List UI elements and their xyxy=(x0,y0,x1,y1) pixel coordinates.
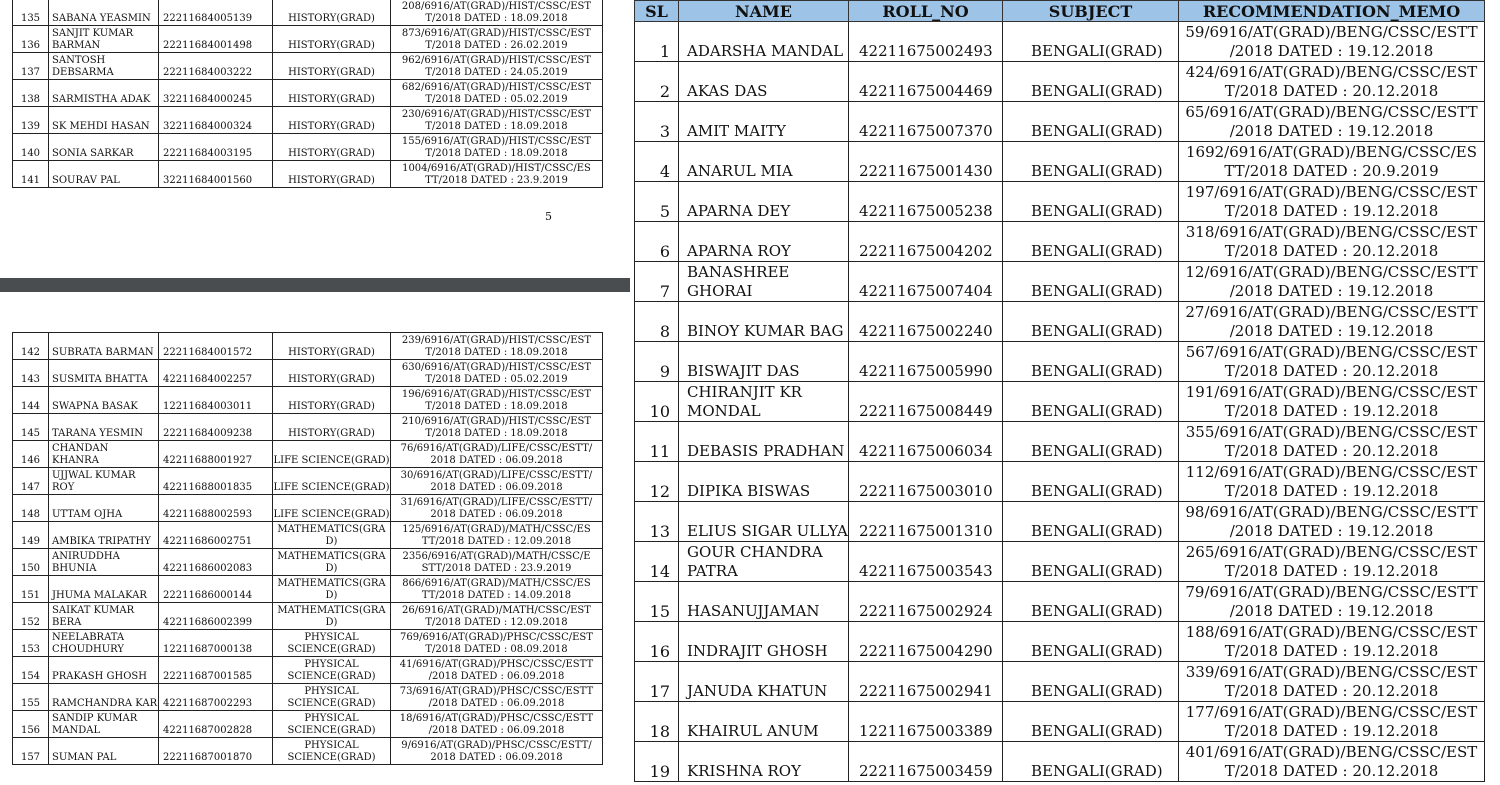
table-row xyxy=(635,662,1485,702)
cell-name: JHUMA MALAKAR xyxy=(49,576,159,603)
cell-sl: 5 xyxy=(635,182,679,222)
table-row xyxy=(635,22,1485,62)
cell-roll: 42211675002240 xyxy=(849,302,1003,342)
cell-name: DEBASIS PRADHAN xyxy=(679,422,849,462)
cell-subject: BENGALI(GRAD) xyxy=(1003,222,1179,262)
table-row xyxy=(13,630,603,657)
cell-sl: 151 xyxy=(13,576,49,603)
cell-roll: 42211675007404 xyxy=(849,262,1003,302)
cell-name: APARNA ROY xyxy=(679,222,849,262)
table-row xyxy=(13,495,603,522)
table-row xyxy=(635,262,1485,302)
cell-roll: 32211684000324 xyxy=(159,107,273,134)
cell-memo: 79/6916/AT(GRAD)/BENG/CSSC/ESTT /2018 DATED : 19.12.2018 xyxy=(1179,582,1485,622)
cell-sl: 6 xyxy=(635,222,679,262)
cell-name: BANASHREE GHORAI xyxy=(679,262,849,302)
table-row xyxy=(635,702,1485,742)
cell-roll: 42211687002828 xyxy=(159,711,273,738)
cell-sl: 138 xyxy=(13,80,49,107)
table-row xyxy=(13,414,603,441)
cell-sl: 18 xyxy=(635,702,679,742)
cell-memo: 9/6916/AT(GRAD)/PHSC/CSSC/ESTT/ 2018 DATED : 06.09.2018 xyxy=(391,738,603,765)
cell-name: NEELABRATA CHOUDHURY xyxy=(49,630,159,657)
cell-subject: BENGALI(GRAD) xyxy=(1003,62,1179,102)
table-row xyxy=(13,333,603,360)
cell-roll: 22211675003459 xyxy=(849,742,1003,782)
cell-memo: 30/6916/AT(GRAD)/LIFE/CSSC/ESTT/ 2018 DATED : 06.09.2018 xyxy=(391,468,603,495)
table-row xyxy=(635,622,1485,662)
cell-roll: 42211675006034 xyxy=(849,422,1003,462)
cell-name: ELIUS SIGAR ULLYA xyxy=(679,502,849,542)
cell-sl: 145 xyxy=(13,414,49,441)
table-row xyxy=(635,382,1485,422)
cell-name: HASANUJJAMAN xyxy=(679,582,849,622)
table-row xyxy=(635,462,1485,502)
cell-roll: 42211684002257 xyxy=(159,360,273,387)
cell-sl: 139 xyxy=(13,107,49,134)
cell-sl: 137 xyxy=(13,53,49,80)
table-row xyxy=(13,576,603,603)
cell-name: ANARUL MIA xyxy=(679,142,849,182)
cell-roll: 42211675007370 xyxy=(849,102,1003,142)
cell-memo: 191/6916/AT(GRAD)/BENG/CSSC/EST T/2018 DATED : 19.12.2018 xyxy=(1179,382,1485,422)
cell-sl: 14 xyxy=(635,542,679,582)
table-row xyxy=(13,387,603,414)
cell-sl: 136 xyxy=(13,26,49,53)
cell-subject: PHYSICAL SCIENCE(GRAD) xyxy=(273,711,391,738)
cell-roll: 22211684009238 xyxy=(159,414,273,441)
table-row xyxy=(13,684,603,711)
cell-sl: 135 xyxy=(13,0,49,26)
cell-subject: HISTORY(GRAD) xyxy=(273,80,391,107)
cell-name: AKAS DAS xyxy=(679,62,849,102)
cell-subject: BENGALI(GRAD) xyxy=(1003,702,1179,742)
cell-subject: BENGALI(GRAD) xyxy=(1003,422,1179,462)
cell-memo: 59/6916/AT(GRAD)/BENG/CSSC/ESTT /2018 DATED : 19.12.2018 xyxy=(1179,22,1485,62)
cell-memo: 1692/6916/AT(GRAD)/BENG/CSSC/ES TT/2018 DATED : 20.9.2019 xyxy=(1179,142,1485,182)
cell-sl: 156 xyxy=(13,711,49,738)
cell-name: SABANA YEASMIN xyxy=(49,0,159,26)
cell-memo: 208/6916/AT(GRAD)/HIST/CSSC/EST T/2018 DATED : 18.09.2018 xyxy=(391,0,603,26)
cell-sl: 155 xyxy=(13,684,49,711)
cell-sl: 12 xyxy=(635,462,679,502)
header-subject: SUBJECT xyxy=(1003,1,1179,22)
cell-memo: 401/6916/AT(GRAD)/BENG/CSSC/EST T/2018 DATED : 20.12.2018 xyxy=(1179,742,1485,782)
cell-roll: 22211675004202 xyxy=(849,222,1003,262)
cell-name: SWAPNA BASAK xyxy=(49,387,159,414)
cell-memo: 239/6916/AT(GRAD)/HIST/CSSC/EST T/2018 DATED : 18.09.2018 xyxy=(391,333,603,360)
table-row xyxy=(635,62,1485,102)
cell-roll: 22211684001498 xyxy=(159,26,273,53)
table-row xyxy=(635,582,1485,622)
cell-subject: HISTORY(GRAD) xyxy=(273,0,391,26)
cell-sl: 16 xyxy=(635,622,679,662)
table-row xyxy=(13,107,603,134)
cell-subject: BENGALI(GRAD) xyxy=(1003,22,1179,62)
cell-memo: 112/6916/AT(GRAD)/BENG/CSSC/EST T/2018 DATED : 19.12.2018 xyxy=(1179,462,1485,502)
cell-sl: 141 xyxy=(13,161,49,188)
cell-roll: 42211686002083 xyxy=(159,549,273,576)
table-row xyxy=(635,502,1485,542)
cell-roll: 22211686000144 xyxy=(159,576,273,603)
cell-sl: 19 xyxy=(635,742,679,782)
cell-subject: HISTORY(GRAD) xyxy=(273,161,391,188)
table-row xyxy=(635,182,1485,222)
cell-memo: 682/6916/AT(GRAD)/HIST/CSSC/EST T/2018 DATED : 05.02.2019 xyxy=(391,80,603,107)
cell-roll: 42211675004469 xyxy=(849,62,1003,102)
cell-subject: BENGALI(GRAD) xyxy=(1003,462,1179,502)
cell-memo: 339/6916/AT(GRAD)/BENG/CSSC/EST T/2018 DATED : 20.12.2018 xyxy=(1179,662,1485,702)
cell-name: SUBRATA BARMAN xyxy=(49,333,159,360)
cell-name: SANTOSH DEBSARMA xyxy=(49,53,159,80)
cell-memo: 188/6916/AT(GRAD)/BENG/CSSC/EST T/2018 DATED : 19.12.2018 xyxy=(1179,622,1485,662)
cell-memo: 41/6916/AT(GRAD)/PHSC/CSSC/ESTT /2018 DATED : 06.09.2018 xyxy=(391,657,603,684)
table-row xyxy=(13,26,603,53)
cell-subject: MATHEMATICS(GRA D) xyxy=(273,603,391,630)
cell-subject: BENGALI(GRAD) xyxy=(1003,542,1179,582)
left-bottom-page xyxy=(0,292,630,785)
cell-memo: 197/6916/AT(GRAD)/BENG/CSSC/EST T/2018 DATED : 19.12.2018 xyxy=(1179,182,1485,222)
cell-name: JANUDA KHATUN xyxy=(679,662,849,702)
cell-roll: 42211688002593 xyxy=(159,495,273,522)
cell-name: AMBIKA TRIPATHY xyxy=(49,522,159,549)
cell-sl: 140 xyxy=(13,134,49,161)
cell-memo: 155/6916/AT(GRAD)/HIST/CSSC/EST T/2018 DATED : 18.09.2018 xyxy=(391,134,603,161)
cell-name: SARMISTHA ADAK xyxy=(49,80,159,107)
cell-sl: 4 xyxy=(635,142,679,182)
cell-roll: 42211675005990 xyxy=(849,342,1003,382)
cell-sl: 144 xyxy=(13,387,49,414)
cell-sl: 8 xyxy=(635,302,679,342)
cell-memo: 125/6916/AT(GRAD)/MATH/CSSC/ES TT/2018 DATED : 12.09.2018 xyxy=(391,522,603,549)
cell-roll: 22211675002924 xyxy=(849,582,1003,622)
right-page xyxy=(630,0,1500,785)
cell-sl: 150 xyxy=(13,549,49,576)
table-row xyxy=(635,542,1485,582)
cell-subject: MATHEMATICS(GRA D) xyxy=(273,576,391,603)
cell-memo: 873/6916/AT(GRAD)/HIST/CSSC/EST T/2018 DATED : 26.02.2019 xyxy=(391,26,603,53)
cell-roll: 42211675005238 xyxy=(849,182,1003,222)
cell-name: SK MEHDI HASAN xyxy=(49,107,159,134)
cell-name: UJJWAL KUMAR ROY xyxy=(49,468,159,495)
table-row xyxy=(13,522,603,549)
cell-subject: LIFE SCIENCE(GRAD) xyxy=(273,468,391,495)
cell-roll: 32211684001560 xyxy=(159,161,273,188)
cell-subject: PHYSICAL SCIENCE(GRAD) xyxy=(273,738,391,765)
left-top-page xyxy=(0,0,630,278)
header-memo: RECOMMENDATION_MEMO xyxy=(1179,1,1485,22)
cell-memo: 98/6916/AT(GRAD)/BENG/CSSC/ESTT /2018 DATED : 19.12.2018 xyxy=(1179,502,1485,542)
cell-memo: 230/6916/AT(GRAD)/HIST/CSSC/EST T/2018 DATED : 18.09.2018 xyxy=(391,107,603,134)
history-table-top xyxy=(12,0,603,188)
header-row xyxy=(635,1,1485,22)
cell-roll: 22211675001310 xyxy=(849,502,1003,542)
cell-sl: 142 xyxy=(13,333,49,360)
cell-sl: 3 xyxy=(635,102,679,142)
cell-memo: 31/6916/AT(GRAD)/LIFE/CSSC/ESTT/ 2018 DATED : 06.09.2018 xyxy=(391,495,603,522)
cell-sl: 13 xyxy=(635,502,679,542)
table-row xyxy=(635,742,1485,782)
cell-sl: 147 xyxy=(13,468,49,495)
cell-subject: HISTORY(GRAD) xyxy=(273,53,391,80)
table-row xyxy=(13,549,603,576)
cell-name: SUMAN PAL xyxy=(49,738,159,765)
cell-name: APARNA DEY xyxy=(679,182,849,222)
page-number: 5 xyxy=(545,210,552,223)
cell-name: BISWAJIT DAS xyxy=(679,342,849,382)
cell-subject: BENGALI(GRAD) xyxy=(1003,582,1179,622)
cell-sl: 153 xyxy=(13,630,49,657)
cell-name: SOURAV PAL xyxy=(49,161,159,188)
cell-name: SAIKAT KUMAR BERA xyxy=(49,603,159,630)
cell-roll: 42211687002293 xyxy=(159,684,273,711)
cell-name: SANJIT KUMAR BARMAN xyxy=(49,26,159,53)
cell-sl: 143 xyxy=(13,360,49,387)
cell-name: ANIRUDDHA BHUNIA xyxy=(49,549,159,576)
cell-memo: 65/6916/AT(GRAD)/BENG/CSSC/ESTT /2018 DATED : 19.12.2018 xyxy=(1179,102,1485,142)
cell-subject: BENGALI(GRAD) xyxy=(1003,302,1179,342)
table-row xyxy=(13,603,603,630)
cell-memo: 177/6916/AT(GRAD)/BENG/CSSC/EST T/2018 DATED : 19.12.2018 xyxy=(1179,702,1485,742)
cell-sl: 146 xyxy=(13,441,49,468)
cell-memo: 265/6916/AT(GRAD)/BENG/CSSC/EST T/2018 DATED : 19.12.2018 xyxy=(1179,542,1485,582)
cell-sl: 9 xyxy=(635,342,679,382)
cell-roll: 12211687000138 xyxy=(159,630,273,657)
cell-memo: 630/6916/AT(GRAD)/HIST/CSSC/EST T/2018 DATED : 05.02.2019 xyxy=(391,360,603,387)
cell-subject: LIFE SCIENCE(GRAD) xyxy=(273,441,391,468)
cell-roll: 22211675004290 xyxy=(849,622,1003,662)
cell-subject: BENGALI(GRAD) xyxy=(1003,342,1179,382)
cell-memo: 27/6916/AT(GRAD)/BENG/CSSC/ESTT /2018 DATED : 19.12.2018 xyxy=(1179,302,1485,342)
cell-roll: 22211675003010 xyxy=(849,462,1003,502)
cell-roll: 12211675003389 xyxy=(849,702,1003,742)
cell-subject: BENGALI(GRAD) xyxy=(1003,142,1179,182)
cell-sl: 2 xyxy=(635,62,679,102)
table-row xyxy=(635,302,1485,342)
cell-subject: BENGALI(GRAD) xyxy=(1003,182,1179,222)
cell-subject: BENGALI(GRAD) xyxy=(1003,102,1179,142)
cell-sl: 11 xyxy=(635,422,679,462)
table-row xyxy=(13,468,603,495)
cell-name: PRAKASH GHOSH xyxy=(49,657,159,684)
cell-sl: 148 xyxy=(13,495,49,522)
cell-memo: 424/6916/AT(GRAD)/BENG/CSSC/EST T/2018 DATED : 20.12.2018 xyxy=(1179,62,1485,102)
table-row xyxy=(635,222,1485,262)
cell-subject: HISTORY(GRAD) xyxy=(273,360,391,387)
cell-memo: 1004/6916/AT(GRAD)/HIST/CSSC/ES TT/2018 DATED : 23.9.2019 xyxy=(391,161,603,188)
cell-memo: 769/6916/AT(GRAD)/PHSC/CSSC/EST T/2018 DATED : 08.09.2018 xyxy=(391,630,603,657)
table-row xyxy=(13,738,603,765)
cell-roll: 22211675008449 xyxy=(849,382,1003,422)
cell-subject: HISTORY(GRAD) xyxy=(273,387,391,414)
bengali-table xyxy=(634,0,1485,782)
table-row xyxy=(13,441,603,468)
cell-memo: 26/6916/AT(GRAD)/MATH/CSSC/EST T/2018 DATED : 12.09.2018 xyxy=(391,603,603,630)
cell-memo: 12/6916/AT(GRAD)/BENG/CSSC/ESTT /2018 DATED : 19.12.2018 xyxy=(1179,262,1485,302)
cell-roll: 22211687001870 xyxy=(159,738,273,765)
table-row xyxy=(635,142,1485,182)
cell-subject: BENGALI(GRAD) xyxy=(1003,262,1179,302)
cell-roll: 32211684000245 xyxy=(159,80,273,107)
cell-sl: 1 xyxy=(635,22,679,62)
cell-name: KHAIRUL ANUM xyxy=(679,702,849,742)
cell-subject: HISTORY(GRAD) xyxy=(273,414,391,441)
cell-memo: 18/6916/AT(GRAD)/PHSC/CSSC/ESTT /2018 DATED : 06.09.2018 xyxy=(391,711,603,738)
cell-name: CHIRANJIT KR MONDAL xyxy=(679,382,849,422)
table-row xyxy=(13,134,603,161)
cell-roll: 42211686002751 xyxy=(159,522,273,549)
cell-sl: 10 xyxy=(635,382,679,422)
cell-subject: PHYSICAL SCIENCE(GRAD) xyxy=(273,657,391,684)
cell-name: UTTAM OJHA xyxy=(49,495,159,522)
cell-subject: MATHEMATICS(GRA D) xyxy=(273,522,391,549)
cell-name: DIPIKA BISWAS xyxy=(679,462,849,502)
cell-subject: BENGALI(GRAD) xyxy=(1003,382,1179,422)
cell-name: CHANDAN KHANRA xyxy=(49,441,159,468)
cell-subject: BENGALI(GRAD) xyxy=(1003,662,1179,702)
cell-subject: PHYSICAL SCIENCE(GRAD) xyxy=(273,684,391,711)
cell-roll: 42211675003543 xyxy=(849,542,1003,582)
cell-memo: 355/6916/AT(GRAD)/BENG/CSSC/EST T/2018 DATED : 20.12.2018 xyxy=(1179,422,1485,462)
cell-memo: 962/6916/AT(GRAD)/HIST/CSSC/EST T/2018 DATED : 24.05.2019 xyxy=(391,53,603,80)
cell-name: SUSMITA BHATTA xyxy=(49,360,159,387)
cell-sl: 157 xyxy=(13,738,49,765)
cell-memo: 318/6916/AT(GRAD)/BENG/CSSC/EST T/2018 DATED : 20.12.2018 xyxy=(1179,222,1485,262)
cell-roll: 42211686002399 xyxy=(159,603,273,630)
cell-memo: 76/6916/AT(GRAD)/LIFE/CSSC/ESTT/ 2018 DATED : 06.09.2018 xyxy=(391,441,603,468)
cell-roll: 22211684003195 xyxy=(159,134,273,161)
cell-sl: 154 xyxy=(13,657,49,684)
cell-roll: 12211684003011 xyxy=(159,387,273,414)
table-row xyxy=(635,102,1485,142)
cell-roll: 22211684003222 xyxy=(159,53,273,80)
cell-name: GOUR CHANDRA PATRA xyxy=(679,542,849,582)
cell-sl: 7 xyxy=(635,262,679,302)
cell-subject: HISTORY(GRAD) xyxy=(273,107,391,134)
table-row xyxy=(13,360,603,387)
cell-memo: 210/6916/AT(GRAD)/HIST/CSSC/EST T/2018 DATED : 18.09.2018 xyxy=(391,414,603,441)
table-row xyxy=(635,422,1485,462)
page-divider xyxy=(0,278,630,292)
table-row xyxy=(13,53,603,80)
cell-name: INDRAJIT GHOSH xyxy=(679,622,849,662)
table-row xyxy=(13,80,603,107)
cell-subject: MATHEMATICS(GRA D) xyxy=(273,549,391,576)
table-row xyxy=(13,161,603,188)
subjects-table-bottom xyxy=(12,332,603,765)
cell-subject: HISTORY(GRAD) xyxy=(273,26,391,53)
cell-roll: 22211684001572 xyxy=(159,333,273,360)
table-row xyxy=(13,711,603,738)
cell-name: BINOY KUMAR BAG xyxy=(679,302,849,342)
table-row xyxy=(13,657,603,684)
cell-roll: 42211675002493 xyxy=(849,22,1003,62)
cell-name: RAMCHANDRA KAR xyxy=(49,684,159,711)
cell-subject: HISTORY(GRAD) xyxy=(273,134,391,161)
cell-memo: 73/6916/AT(GRAD)/PHSC/CSSC/ESTT /2018 DATED : 06.09.2018 xyxy=(391,684,603,711)
cell-subject: BENGALI(GRAD) xyxy=(1003,622,1179,662)
cell-memo: 2356/6916/AT(GRAD)/MATH/CSSC/E STT/2018 DATED : 23.9.2019 xyxy=(391,549,603,576)
cell-roll: 42211688001927 xyxy=(159,441,273,468)
header-sl: SL xyxy=(635,1,679,22)
cell-subject: LIFE SCIENCE(GRAD) xyxy=(273,495,391,522)
cell-name: ADARSHA MANDAL xyxy=(679,22,849,62)
cell-subject: BENGALI(GRAD) xyxy=(1003,502,1179,542)
cell-roll: 42211688001835 xyxy=(159,468,273,495)
cell-memo: 866/6916/AT(GRAD)/MATH/CSSC/ES TT/2018 DATED : 14.09.2018 xyxy=(391,576,603,603)
cell-memo: 196/6916/AT(GRAD)/HIST/CSSC/EST T/2018 DATED : 18.09.2018 xyxy=(391,387,603,414)
table-row xyxy=(635,342,1485,382)
cell-name: TARANA YESMIN xyxy=(49,414,159,441)
cell-name: KRISHNA ROY xyxy=(679,742,849,782)
cell-sl: 152 xyxy=(13,603,49,630)
cell-memo: 567/6916/AT(GRAD)/BENG/CSSC/EST T/2018 DATED : 20.12.2018 xyxy=(1179,342,1485,382)
cell-subject: BENGALI(GRAD) xyxy=(1003,742,1179,782)
cell-name: SANDIP KUMAR MANDAL xyxy=(49,711,159,738)
cell-sl: 149 xyxy=(13,522,49,549)
cell-subject: HISTORY(GRAD) xyxy=(273,333,391,360)
cell-sl: 17 xyxy=(635,662,679,702)
cell-name: SONIA SARKAR xyxy=(49,134,159,161)
cell-subject: PHYSICAL SCIENCE(GRAD) xyxy=(273,630,391,657)
table-row xyxy=(13,0,603,26)
cell-name: AMIT MAITY xyxy=(679,102,849,142)
cell-roll: 22211687001585 xyxy=(159,657,273,684)
cell-sl: 15 xyxy=(635,582,679,622)
cell-roll: 22211675002941 xyxy=(849,662,1003,702)
header-roll: ROLL_NO xyxy=(849,1,1003,22)
cell-roll: 22211675001430 xyxy=(849,142,1003,182)
cell-roll: 22211684005139 xyxy=(159,0,273,26)
header-name: NAME xyxy=(679,1,849,22)
